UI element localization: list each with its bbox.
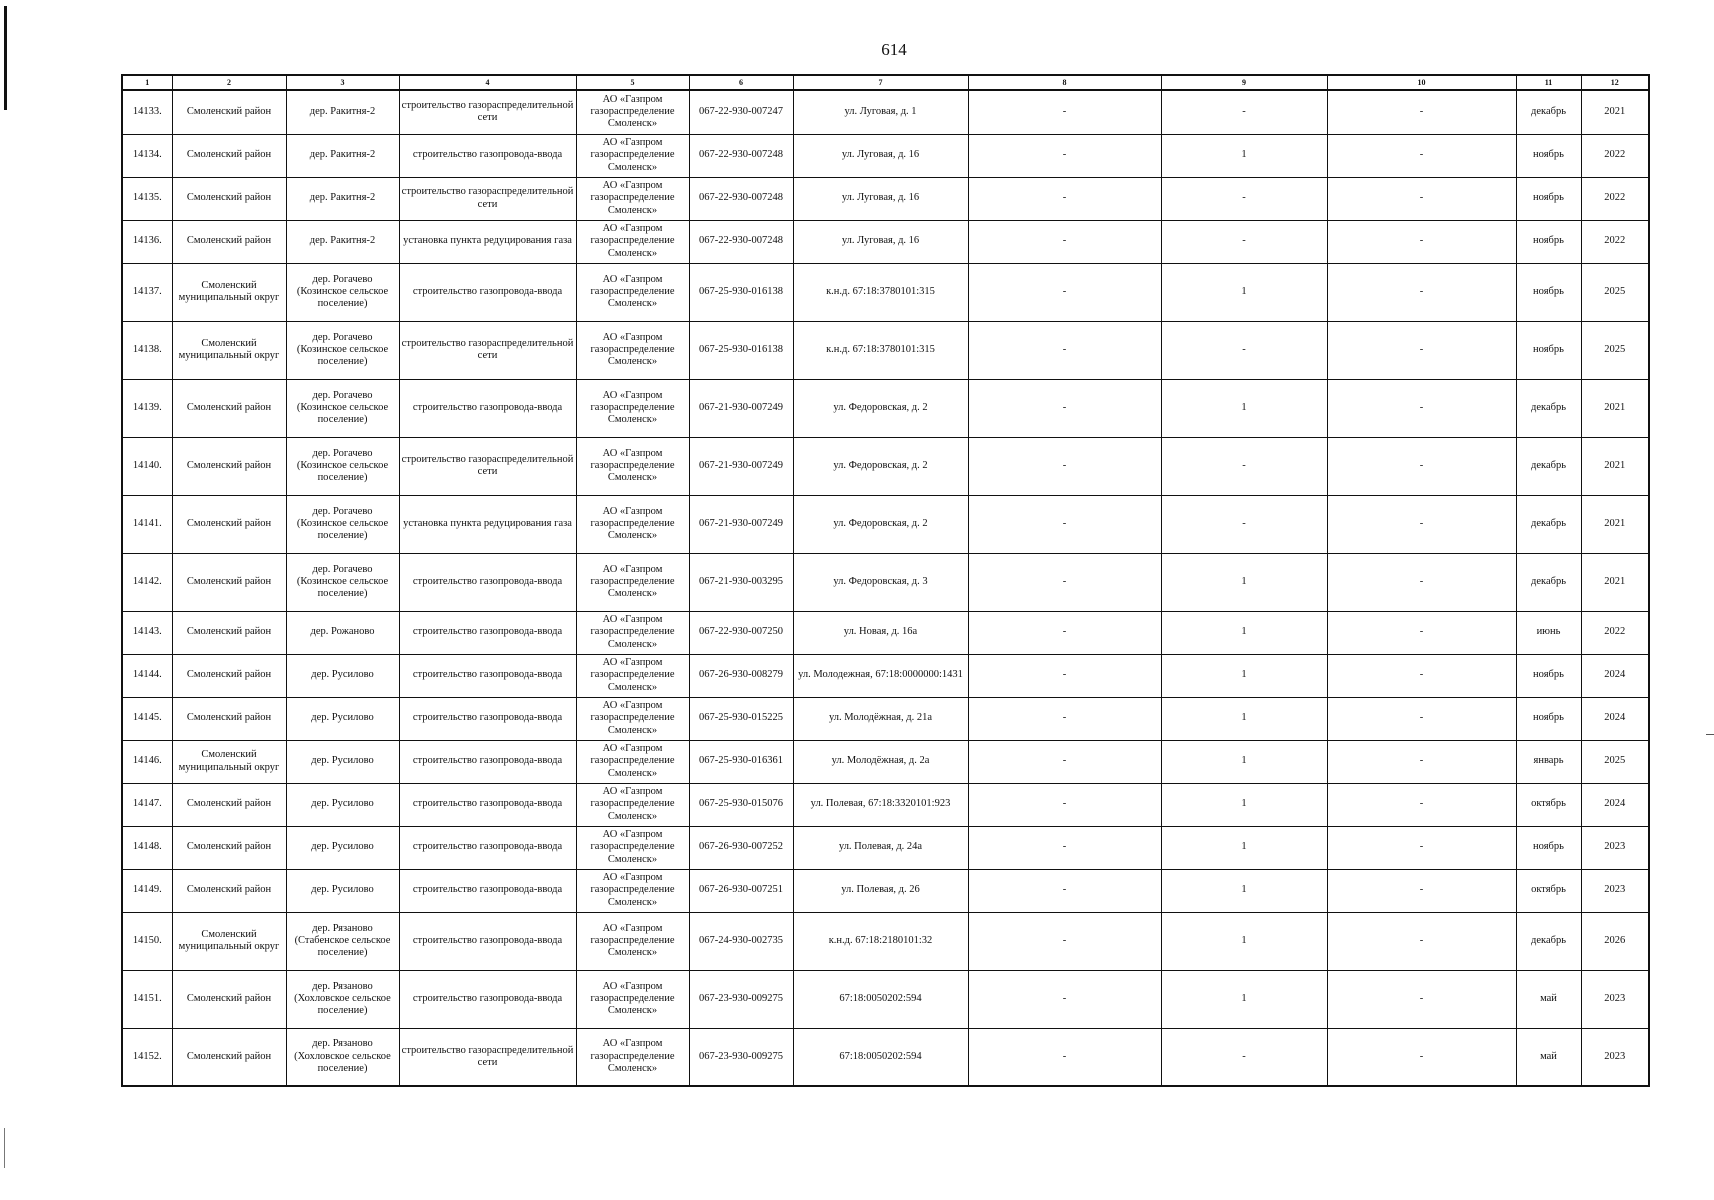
organization-cell: АО «Газпром газораспределение Смоленск» bbox=[576, 437, 689, 495]
application-number-cell: 067-25-930-015076 bbox=[689, 783, 793, 826]
table-row bbox=[122, 134, 1649, 177]
table-row bbox=[122, 869, 1649, 912]
district-cell: Смоленский район bbox=[172, 379, 286, 437]
district-cell: Смоленский район bbox=[172, 869, 286, 912]
settlement-cell: дер. Рязаново (Хохловское сельское поселение) bbox=[286, 1028, 399, 1086]
col8-cell: - bbox=[968, 654, 1161, 697]
organization-cell: АО «Газпром газораспределение Смоленск» bbox=[576, 783, 689, 826]
address-cell: ул. Молодежная, 67:18:0000000:1431 bbox=[793, 654, 968, 697]
application-number-cell: 067-26-930-007252 bbox=[689, 826, 793, 869]
address-cell: ул. Луговая, д. 16 bbox=[793, 134, 968, 177]
settlement-cell: дер. Русилово bbox=[286, 697, 399, 740]
year-cell: 2021 bbox=[1581, 90, 1649, 134]
settlement-cell: дер. Рязаново (Стабенское сельское поселение) bbox=[286, 912, 399, 970]
col10-cell: - bbox=[1327, 740, 1516, 783]
column-header: 10 bbox=[1327, 75, 1516, 90]
row-number: 14144. bbox=[122, 654, 172, 697]
col10-cell: - bbox=[1327, 220, 1516, 263]
table-row bbox=[122, 697, 1649, 740]
table-row bbox=[122, 177, 1649, 220]
organization-cell: АО «Газпром газораспределение Смоленск» bbox=[576, 263, 689, 321]
row-number: 14148. bbox=[122, 826, 172, 869]
work-type-cell: строительство газораспределительной сети bbox=[399, 90, 576, 134]
district-cell: Смоленский муниципальный округ bbox=[172, 740, 286, 783]
work-type-cell: установка пункта редуцирования газа bbox=[399, 495, 576, 553]
district-cell: Смоленский район bbox=[172, 90, 286, 134]
col8-cell: - bbox=[968, 495, 1161, 553]
column-header: 9 bbox=[1161, 75, 1327, 90]
row-number: 14138. bbox=[122, 321, 172, 379]
col9-cell: 1 bbox=[1161, 740, 1327, 783]
month-cell: ноябрь bbox=[1516, 826, 1581, 869]
year-cell: 2024 bbox=[1581, 654, 1649, 697]
col9-cell: 1 bbox=[1161, 970, 1327, 1028]
column-header: 11 bbox=[1516, 75, 1581, 90]
month-cell: октябрь bbox=[1516, 869, 1581, 912]
table-row bbox=[122, 970, 1649, 1028]
organization-cell: АО «Газпром газораспределение Смоленск» bbox=[576, 220, 689, 263]
month-cell: май bbox=[1516, 970, 1581, 1028]
organization-cell: АО «Газпром газораспределение Смоленск» bbox=[576, 869, 689, 912]
address-cell: ул. Федоровская, д. 2 bbox=[793, 379, 968, 437]
organization-cell: АО «Газпром газораспределение Смоленск» bbox=[576, 697, 689, 740]
col9-cell: - bbox=[1161, 177, 1327, 220]
scan-margin-mark bbox=[4, 1128, 5, 1168]
district-cell: Смоленский район bbox=[172, 553, 286, 611]
year-cell: 2021 bbox=[1581, 553, 1649, 611]
settlement-cell: дер. Рогачево (Козинское сельское поселение) bbox=[286, 495, 399, 553]
column-header: 3 bbox=[286, 75, 399, 90]
month-cell: ноябрь bbox=[1516, 321, 1581, 379]
col8-cell: - bbox=[968, 611, 1161, 654]
col10-cell: - bbox=[1327, 869, 1516, 912]
settlement-cell: дер. Ракитня-2 bbox=[286, 90, 399, 134]
month-cell: январь bbox=[1516, 740, 1581, 783]
col9-cell: 1 bbox=[1161, 783, 1327, 826]
application-number-cell: 067-26-930-007251 bbox=[689, 869, 793, 912]
organization-cell: АО «Газпром газораспределение Смоленск» bbox=[576, 553, 689, 611]
table-row bbox=[122, 321, 1649, 379]
row-number: 14136. bbox=[122, 220, 172, 263]
year-cell: 2025 bbox=[1581, 263, 1649, 321]
month-cell: июнь bbox=[1516, 611, 1581, 654]
address-cell: ул. Луговая, д. 1 bbox=[793, 90, 968, 134]
month-cell: декабрь bbox=[1516, 553, 1581, 611]
month-cell: декабрь bbox=[1516, 90, 1581, 134]
scan-margin-mark bbox=[1706, 734, 1714, 735]
table-row bbox=[122, 90, 1649, 134]
col10-cell: - bbox=[1327, 90, 1516, 134]
table-row bbox=[122, 263, 1649, 321]
application-number-cell: 067-24-930-002735 bbox=[689, 912, 793, 970]
col9-cell: 1 bbox=[1161, 826, 1327, 869]
col10-cell: - bbox=[1327, 826, 1516, 869]
col8-cell: - bbox=[968, 970, 1161, 1028]
organization-cell: АО «Газпром газораспределение Смоленск» bbox=[576, 134, 689, 177]
district-cell: Смоленский муниципальный округ bbox=[172, 321, 286, 379]
row-number: 14150. bbox=[122, 912, 172, 970]
organization-cell: АО «Газпром газораспределение Смоленск» bbox=[576, 970, 689, 1028]
settlement-cell: дер. Ракитня-2 bbox=[286, 177, 399, 220]
work-type-cell: строительство газопровода-ввода bbox=[399, 697, 576, 740]
address-cell: 67:18:0050202:594 bbox=[793, 1028, 968, 1086]
work-type-cell: строительство газопровода-ввода bbox=[399, 970, 576, 1028]
settlement-cell: дер. Рогачево (Козинское сельское поселение) bbox=[286, 321, 399, 379]
year-cell: 2021 bbox=[1581, 495, 1649, 553]
year-cell: 2025 bbox=[1581, 740, 1649, 783]
district-cell: Смоленский муниципальный округ bbox=[172, 263, 286, 321]
col10-cell: - bbox=[1327, 177, 1516, 220]
column-header: 4 bbox=[399, 75, 576, 90]
address-cell: 67:18:0050202:594 bbox=[793, 970, 968, 1028]
col9-cell: 1 bbox=[1161, 912, 1327, 970]
month-cell: ноябрь bbox=[1516, 177, 1581, 220]
col8-cell: - bbox=[968, 869, 1161, 912]
settlement-cell: дер. Русилово bbox=[286, 740, 399, 783]
year-cell: 2021 bbox=[1581, 437, 1649, 495]
table-row bbox=[122, 783, 1649, 826]
col8-cell: - bbox=[968, 697, 1161, 740]
row-number: 14141. bbox=[122, 495, 172, 553]
col9-cell: - bbox=[1161, 220, 1327, 263]
col10-cell: - bbox=[1327, 654, 1516, 697]
col8-cell: - bbox=[968, 177, 1161, 220]
settlement-cell: дер. Русилово bbox=[286, 654, 399, 697]
col10-cell: - bbox=[1327, 611, 1516, 654]
year-cell: 2023 bbox=[1581, 869, 1649, 912]
table-row bbox=[122, 654, 1649, 697]
address-cell: к.н.д. 67:18:3780101:315 bbox=[793, 263, 968, 321]
table-row bbox=[122, 220, 1649, 263]
application-number-cell: 067-22-930-007248 bbox=[689, 177, 793, 220]
month-cell: декабрь bbox=[1516, 437, 1581, 495]
organization-cell: АО «Газпром газораспределение Смоленск» bbox=[576, 321, 689, 379]
work-type-cell: строительство газораспределительной сети bbox=[399, 177, 576, 220]
work-type-cell: строительство газопровода-ввода bbox=[399, 263, 576, 321]
district-cell: Смоленский район bbox=[172, 177, 286, 220]
organization-cell: АО «Газпром газораспределение Смоленск» bbox=[576, 611, 689, 654]
address-cell: ул. Молодёжная, д. 21а bbox=[793, 697, 968, 740]
col9-cell: 1 bbox=[1161, 654, 1327, 697]
work-type-cell: строительство газораспределительной сети bbox=[399, 321, 576, 379]
col8-cell: - bbox=[968, 90, 1161, 134]
month-cell: октябрь bbox=[1516, 783, 1581, 826]
col8-cell: - bbox=[968, 437, 1161, 495]
month-cell: ноябрь bbox=[1516, 220, 1581, 263]
district-cell: Смоленский район bbox=[172, 611, 286, 654]
month-cell: ноябрь bbox=[1516, 134, 1581, 177]
month-cell: декабрь bbox=[1516, 912, 1581, 970]
district-cell: Смоленский район bbox=[172, 437, 286, 495]
address-cell: ул. Луговая, д. 16 bbox=[793, 220, 968, 263]
work-type-cell: строительство газопровода-ввода bbox=[399, 654, 576, 697]
work-type-cell: строительство газопровода-ввода bbox=[399, 783, 576, 826]
col10-cell: - bbox=[1327, 553, 1516, 611]
settlement-cell: дер. Ракитня-2 bbox=[286, 220, 399, 263]
application-number-cell: 067-21-930-007249 bbox=[689, 495, 793, 553]
row-number: 14149. bbox=[122, 869, 172, 912]
column-header: 7 bbox=[793, 75, 968, 90]
col9-cell: 1 bbox=[1161, 134, 1327, 177]
district-cell: Смоленский район bbox=[172, 1028, 286, 1086]
table-row bbox=[122, 611, 1649, 654]
address-cell: ул. Полевая, д. 24а bbox=[793, 826, 968, 869]
settlement-cell: дер. Рогачево (Козинское сельское поселение) bbox=[286, 437, 399, 495]
col10-cell: - bbox=[1327, 263, 1516, 321]
row-number: 14146. bbox=[122, 740, 172, 783]
col8-cell: - bbox=[968, 321, 1161, 379]
row-number: 14135. bbox=[122, 177, 172, 220]
year-cell: 2021 bbox=[1581, 379, 1649, 437]
settlement-cell: дер. Рогачево (Козинское сельское поселение) bbox=[286, 553, 399, 611]
work-type-cell: строительство газопровода-ввода bbox=[399, 740, 576, 783]
col10-cell: - bbox=[1327, 912, 1516, 970]
district-cell: Смоленский район bbox=[172, 826, 286, 869]
column-header: 6 bbox=[689, 75, 793, 90]
row-number: 14143. bbox=[122, 611, 172, 654]
table-row bbox=[122, 1028, 1649, 1086]
work-type-cell: строительство газораспределительной сети bbox=[399, 437, 576, 495]
col8-cell: - bbox=[968, 379, 1161, 437]
year-cell: 2024 bbox=[1581, 783, 1649, 826]
organization-cell: АО «Газпром газораспределение Смоленск» bbox=[576, 740, 689, 783]
col9-cell: - bbox=[1161, 437, 1327, 495]
organization-cell: АО «Газпром газораспределение Смоленск» bbox=[576, 912, 689, 970]
column-number-row bbox=[122, 75, 1649, 90]
year-cell: 2025 bbox=[1581, 321, 1649, 379]
district-cell: Смоленский район bbox=[172, 783, 286, 826]
registry-table bbox=[121, 74, 1650, 1087]
col8-cell: - bbox=[968, 1028, 1161, 1086]
district-cell: Смоленский район bbox=[172, 970, 286, 1028]
organization-cell: АО «Газпром газораспределение Смоленск» bbox=[576, 90, 689, 134]
row-number: 14134. bbox=[122, 134, 172, 177]
address-cell: к.н.д. 67:18:2180101:32 bbox=[793, 912, 968, 970]
table-row bbox=[122, 912, 1649, 970]
col10-cell: - bbox=[1327, 495, 1516, 553]
year-cell: 2024 bbox=[1581, 697, 1649, 740]
column-header: 8 bbox=[968, 75, 1161, 90]
address-cell: ул. Новая, д. 16а bbox=[793, 611, 968, 654]
address-cell: ул. Федоровская, д. 3 bbox=[793, 553, 968, 611]
table-row bbox=[122, 826, 1649, 869]
application-number-cell: 067-21-930-007249 bbox=[689, 379, 793, 437]
application-number-cell: 067-23-930-009275 bbox=[689, 1028, 793, 1086]
table-row bbox=[122, 379, 1649, 437]
district-cell: Смоленский муниципальный округ bbox=[172, 912, 286, 970]
col9-cell: - bbox=[1161, 495, 1327, 553]
row-number: 14145. bbox=[122, 697, 172, 740]
organization-cell: АО «Газпром газораспределение Смоленск» bbox=[576, 495, 689, 553]
col10-cell: - bbox=[1327, 321, 1516, 379]
organization-cell: АО «Газпром газораспределение Смоленск» bbox=[576, 654, 689, 697]
work-type-cell: строительство газопровода-ввода bbox=[399, 869, 576, 912]
work-type-cell: строительство газопровода-ввода bbox=[399, 134, 576, 177]
settlement-cell: дер. Русилово bbox=[286, 826, 399, 869]
address-cell: ул. Луговая, д. 16 bbox=[793, 177, 968, 220]
address-cell: ул. Полевая, д. 26 bbox=[793, 869, 968, 912]
district-cell: Смоленский район bbox=[172, 697, 286, 740]
year-cell: 2023 bbox=[1581, 1028, 1649, 1086]
col8-cell: - bbox=[968, 134, 1161, 177]
col8-cell: - bbox=[968, 826, 1161, 869]
organization-cell: АО «Газпром газораспределение Смоленск» bbox=[576, 379, 689, 437]
col9-cell: 1 bbox=[1161, 263, 1327, 321]
col8-cell: - bbox=[968, 220, 1161, 263]
table-row bbox=[122, 437, 1649, 495]
application-number-cell: 067-25-930-016361 bbox=[689, 740, 793, 783]
settlement-cell: дер. Рогачево (Козинское сельское поселение) bbox=[286, 263, 399, 321]
work-type-cell: строительство газопровода-ввода bbox=[399, 553, 576, 611]
row-number: 14133. bbox=[122, 90, 172, 134]
settlement-cell: дер. Рязаново (Хохловское сельское поселение) bbox=[286, 970, 399, 1028]
row-number: 14142. bbox=[122, 553, 172, 611]
month-cell: ноябрь bbox=[1516, 697, 1581, 740]
settlement-cell: дер. Ракитня-2 bbox=[286, 134, 399, 177]
month-cell: ноябрь bbox=[1516, 263, 1581, 321]
organization-cell: АО «Газпром газораспределение Смоленск» bbox=[576, 177, 689, 220]
district-cell: Смоленский район bbox=[172, 654, 286, 697]
work-type-cell: строительство газораспределительной сети bbox=[399, 1028, 576, 1086]
settlement-cell: дер. Русилово bbox=[286, 869, 399, 912]
work-type-cell: установка пункта редуцирования газа bbox=[399, 220, 576, 263]
application-number-cell: 067-26-930-008279 bbox=[689, 654, 793, 697]
column-header: 2 bbox=[172, 75, 286, 90]
col9-cell: 1 bbox=[1161, 553, 1327, 611]
page-number: 614 bbox=[881, 40, 907, 59]
address-cell: ул. Федоровская, д. 2 bbox=[793, 437, 968, 495]
col8-cell: - bbox=[968, 783, 1161, 826]
row-number: 14140. bbox=[122, 437, 172, 495]
col8-cell: - bbox=[968, 740, 1161, 783]
application-number-cell: 067-23-930-009275 bbox=[689, 970, 793, 1028]
month-cell: ноябрь bbox=[1516, 654, 1581, 697]
settlement-cell: дер. Рогачево (Козинское сельское поселение) bbox=[286, 379, 399, 437]
work-type-cell: строительство газопровода-ввода bbox=[399, 912, 576, 970]
year-cell: 2022 bbox=[1581, 220, 1649, 263]
table-body bbox=[122, 90, 1649, 1086]
application-number-cell: 067-22-930-007248 bbox=[689, 220, 793, 263]
organization-cell: АО «Газпром газораспределение Смоленск» bbox=[576, 826, 689, 869]
organization-cell: АО «Газпром газораспределение Смоленск» bbox=[576, 1028, 689, 1086]
application-number-cell: 067-22-930-007250 bbox=[689, 611, 793, 654]
settlement-cell: дер. Русилово bbox=[286, 783, 399, 826]
column-header: 1 bbox=[122, 75, 172, 90]
col9-cell: - bbox=[1161, 321, 1327, 379]
col10-cell: - bbox=[1327, 783, 1516, 826]
district-cell: Смоленский район bbox=[172, 134, 286, 177]
col8-cell: - bbox=[968, 263, 1161, 321]
application-number-cell: 067-21-930-003295 bbox=[689, 553, 793, 611]
column-header: 12 bbox=[1581, 75, 1649, 90]
col8-cell: - bbox=[968, 912, 1161, 970]
col9-cell: - bbox=[1161, 1028, 1327, 1086]
row-number: 14151. bbox=[122, 970, 172, 1028]
month-cell: декабрь bbox=[1516, 495, 1581, 553]
address-cell: к.н.д. 67:18:3780101:315 bbox=[793, 321, 968, 379]
work-type-cell: строительство газопровода-ввода bbox=[399, 611, 576, 654]
address-cell: ул. Молодёжная, д. 2а bbox=[793, 740, 968, 783]
application-number-cell: 067-22-930-007248 bbox=[689, 134, 793, 177]
row-number: 14152. bbox=[122, 1028, 172, 1086]
application-number-cell: 067-25-930-015225 bbox=[689, 697, 793, 740]
month-cell: декабрь bbox=[1516, 379, 1581, 437]
col9-cell: 1 bbox=[1161, 869, 1327, 912]
col9-cell: - bbox=[1161, 90, 1327, 134]
col9-cell: 1 bbox=[1161, 611, 1327, 654]
table-row bbox=[122, 553, 1649, 611]
col9-cell: 1 bbox=[1161, 697, 1327, 740]
year-cell: 2023 bbox=[1581, 970, 1649, 1028]
application-number-cell: 067-22-930-007247 bbox=[689, 90, 793, 134]
month-cell: май bbox=[1516, 1028, 1581, 1086]
district-cell: Смоленский район bbox=[172, 495, 286, 553]
application-number-cell: 067-21-930-007249 bbox=[689, 437, 793, 495]
year-cell: 2022 bbox=[1581, 134, 1649, 177]
col10-cell: - bbox=[1327, 134, 1516, 177]
address-cell: ул. Федоровская, д. 2 bbox=[793, 495, 968, 553]
settlement-cell: дер. Рожаново bbox=[286, 611, 399, 654]
col10-cell: - bbox=[1327, 1028, 1516, 1086]
row-number: 14139. bbox=[122, 379, 172, 437]
col9-cell: 1 bbox=[1161, 379, 1327, 437]
col8-cell: - bbox=[968, 553, 1161, 611]
table-row bbox=[122, 495, 1649, 553]
application-number-cell: 067-25-930-016138 bbox=[689, 263, 793, 321]
work-type-cell: строительство газопровода-ввода bbox=[399, 826, 576, 869]
year-cell: 2026 bbox=[1581, 912, 1649, 970]
col10-cell: - bbox=[1327, 970, 1516, 1028]
table-row bbox=[122, 740, 1649, 783]
row-number: 14147. bbox=[122, 783, 172, 826]
work-type-cell: строительство газопровода-ввода bbox=[399, 379, 576, 437]
column-header: 5 bbox=[576, 75, 689, 90]
col10-cell: - bbox=[1327, 697, 1516, 740]
col10-cell: - bbox=[1327, 379, 1516, 437]
address-cell: ул. Полевая, 67:18:3320101:923 bbox=[793, 783, 968, 826]
row-number: 14137. bbox=[122, 263, 172, 321]
year-cell: 2022 bbox=[1581, 611, 1649, 654]
year-cell: 2022 bbox=[1581, 177, 1649, 220]
district-cell: Смоленский район bbox=[172, 220, 286, 263]
col10-cell: - bbox=[1327, 437, 1516, 495]
application-number-cell: 067-25-930-016138 bbox=[689, 321, 793, 379]
year-cell: 2023 bbox=[1581, 826, 1649, 869]
